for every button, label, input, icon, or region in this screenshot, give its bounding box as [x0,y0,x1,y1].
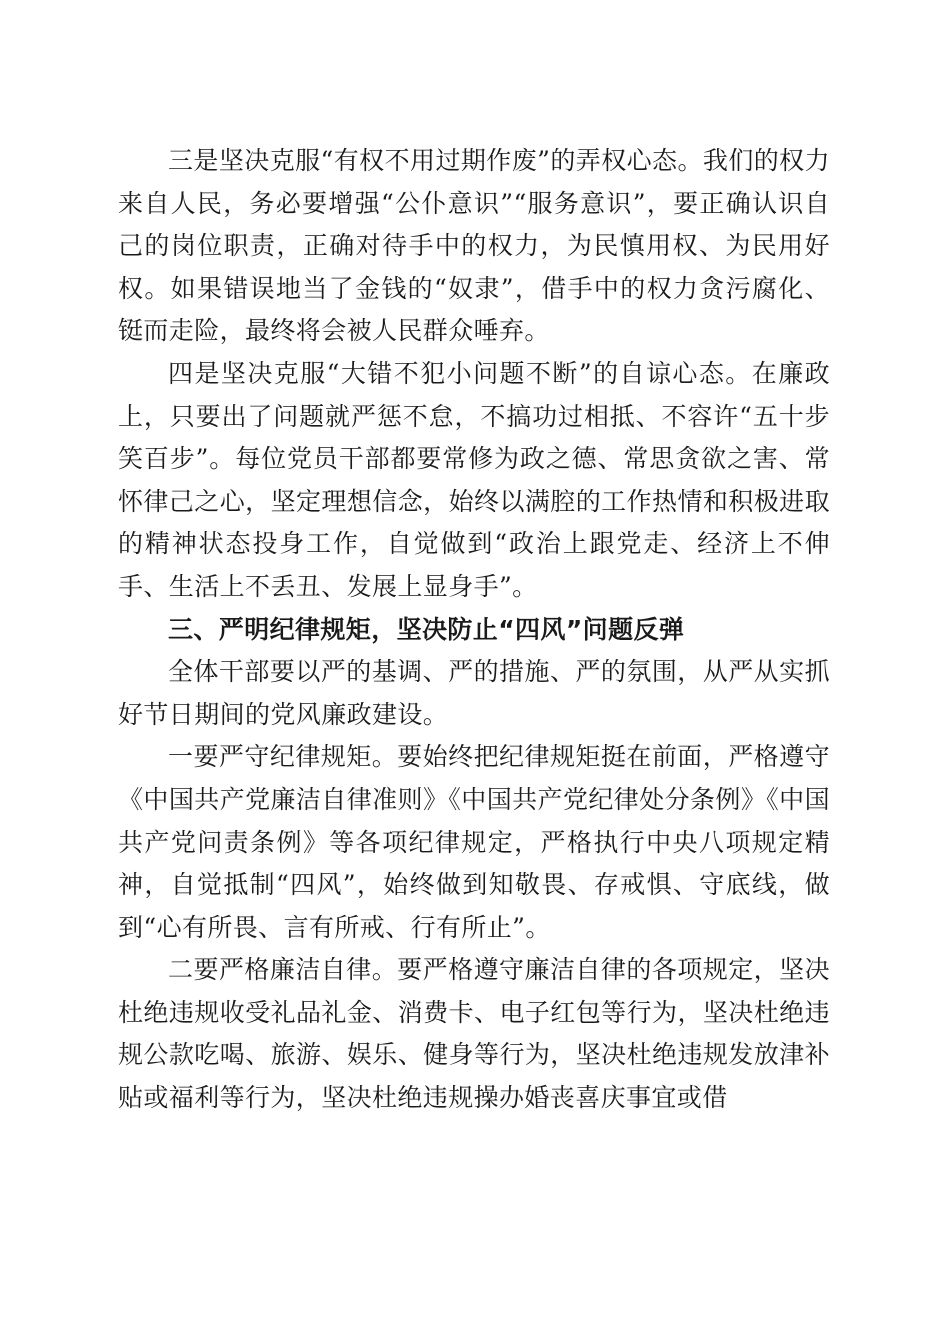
paragraph-section-intro: 全体干部要以严的基调、严的措施、严的氛围，从严从实抓好节日期间的党风廉政建设。 [118,657,830,729]
paragraph-integrity-self-discipline: 二要严格廉洁自律。要严格遵守廉洁自律的各项规定，坚决杜绝违规收受礼品礼金、消费卡、电子红包等行为，坚决杜绝违规公款吃喝、旅游、娱乐、健身等行为，坚决杜绝违规发放津补贴或福利等行为，坚决杜绝违规操办婚丧喜庆事宜或借 [118,955,830,1113]
paragraph-four-self-forgiving-mindset: 四是坚决克服“大错不犯小问题不断”的自谅心态。在廉政上，只要出了问题就严惩不怠，不搞功过相抵、不容许“五十步笑百步”。每位党员干部都要常修为政之德、常思贪欲之害、常怀律己之心，坚定理想信念，始终以满腔的工作热情和积极进取的精神状态投身工作，自觉做到“政治上跟党走、经济上不伸手、生活上不丢丑、发展上显身手”。 [118,358,830,601]
document-body [118,140,830,1120]
paragraph-discipline-rules: 一要严守纪律规矩。要始终把纪律规矩挺在前面，严格遵守《中国共产党廉洁自律准则》《中国共产党纪律处分条例》《中国共产党问责条例》等各项纪律规定，严格执行中央八项规定精神，自觉抵制“四风”，始终做到知敬畏、存戒惧、守底线，做到“心有所畏、言有所戒、行有所止”。 [118,742,830,942]
paragraph-three-power-mindset: 三是坚决克服“有权不用过期作废”的弄权心态。我们的权力来自人民，务必要增强“公仆意识”“服务意识”，要正确认识自己的岗位职责，正确对待手中的权力，为民慎用权、为民用好权。如果错误地当了金钱的“奴隶”，借手中的权力贪污腐化、铤而走险，最终将会被人民群众唾弃。 [118,146,830,346]
section-heading-three: 三、严明纪律规矩，坚决防止“四风”问题反弹 [168,614,685,644]
